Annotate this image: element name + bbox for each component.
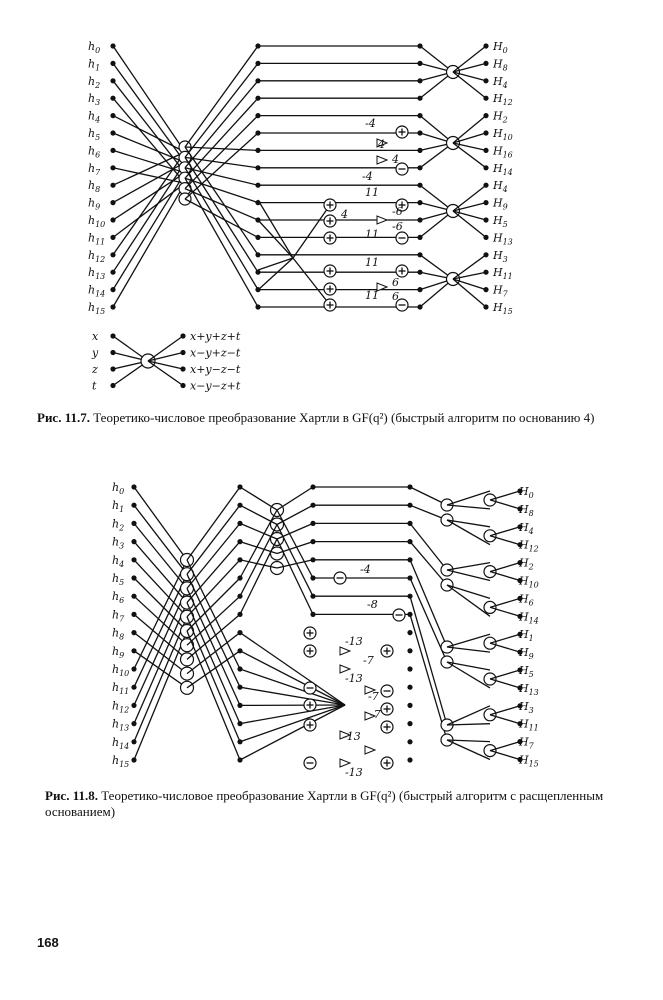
node-dot: [407, 757, 412, 762]
input-label: $h_8$: [88, 179, 101, 195]
caption-prefix: Рис. 11.8.: [45, 788, 98, 803]
output-label: $H_2$: [519, 556, 534, 572]
output-label: $H_7$: [493, 283, 508, 299]
multiplier-label: 11: [365, 186, 379, 199]
input-label: $h_4$: [112, 553, 125, 569]
node-dot: [407, 721, 412, 726]
multiplier-label: -6: [392, 205, 403, 218]
node-dot: [407, 630, 412, 635]
signal-line: [453, 116, 486, 143]
legend-input-label: y: [92, 346, 99, 360]
node-dot: [407, 666, 412, 671]
signal-line: [113, 150, 185, 172]
input-label: $h_0$: [88, 40, 101, 55]
signal-line: [134, 523, 187, 588]
output-label: $H_4$: [493, 179, 508, 195]
multiplier-label: -13: [343, 730, 361, 743]
output-label: $H_3$: [493, 248, 508, 264]
signal-line: [447, 647, 490, 652]
multiplier-triangle: [377, 216, 387, 224]
input-label: $h_3$: [88, 92, 101, 108]
input-label: $h_1$: [88, 57, 101, 73]
multiplier-triangle: [377, 156, 387, 164]
caption-text: Теоретико-числовое преобразование Хартли в GF(q²) (быстрый алгоритм с расщепленным основанием): [45, 788, 604, 819]
input-label: $h_{14}$: [88, 283, 106, 299]
node-dot: [483, 96, 488, 101]
signal-line: [447, 491, 490, 505]
signal-line: [240, 651, 345, 705]
signal-line: [447, 585, 490, 616]
multiplier-triangle: [340, 647, 350, 655]
signal-line: [240, 669, 345, 705]
signal-line: [447, 563, 490, 570]
input-label: $h_{10}$: [112, 663, 130, 678]
node-dot: [407, 648, 412, 653]
output-label: $H_5$: [519, 664, 534, 679]
input-label: $h_{10}$: [88, 214, 106, 229]
legend-output-label: x−y−z+t: [190, 379, 241, 393]
page-number: 168: [37, 935, 59, 950]
input-label: $h_{11}$: [112, 681, 130, 697]
node-dot: [407, 739, 412, 744]
signal-line: [185, 147, 258, 150]
signal-line: [113, 183, 185, 307]
legend-input-label: x: [92, 330, 99, 343]
output-label: $H_{15}$: [493, 301, 513, 316]
input-label: $h_{13}$: [112, 717, 130, 733]
output-label: $H_7$: [519, 735, 534, 751]
signal-line: [293, 258, 330, 305]
node-dot: [407, 685, 412, 690]
output-label: $H_{12}$: [519, 538, 539, 554]
input-label: $h_6$: [112, 590, 125, 606]
signal-line: [134, 631, 187, 760]
signal-line: [187, 505, 240, 574]
signal-line: [185, 116, 258, 189]
input-label: $h_{12}$: [88, 248, 106, 264]
output-label: $H_3$: [519, 699, 534, 715]
multiplier-label: 4: [378, 138, 385, 151]
signal-line: [240, 539, 277, 614]
signal-line: [293, 205, 330, 258]
multiplier-label: -4: [365, 117, 376, 130]
signal-line: [240, 705, 345, 724]
signal-line: [113, 152, 185, 255]
signal-line: [113, 162, 185, 272]
caption-prefix: Рис. 11.7.: [37, 410, 90, 425]
input-label: $h_2$: [112, 517, 125, 533]
signal-line: [187, 560, 240, 617]
output-label: $H_{14}$: [519, 610, 539, 626]
legend-output-label: x+y−z−t: [190, 363, 241, 376]
figure-11-7-caption: [37, 410, 627, 426]
output-label: $H_8$: [519, 502, 534, 518]
input-label: $h_{15}$: [88, 301, 106, 316]
multiplier-triangle: [365, 746, 375, 754]
output-label: $H_8$: [493, 57, 508, 73]
signal-line: [258, 258, 293, 270]
node-dot: [180, 333, 185, 338]
input-label: $h_5$: [88, 127, 101, 142]
signal-line: [185, 81, 258, 168]
signal-line: [134, 574, 187, 687]
node-dot: [180, 350, 185, 355]
output-label: $H_0$: [493, 40, 508, 55]
input-label: $h_{11}$: [88, 231, 106, 247]
output-label: $H_2$: [493, 109, 508, 125]
signal-line: [113, 46, 185, 152]
signal-line: [187, 631, 240, 760]
node-dot: [483, 183, 488, 188]
output-label: $H_{10}$: [519, 574, 539, 590]
output-label: $H_9$: [519, 646, 534, 662]
node-dot: [483, 235, 488, 240]
node-dot: [180, 366, 185, 371]
signal-line: [258, 200, 293, 258]
node-dot: [483, 78, 488, 83]
output-label: $H_{15}$: [519, 753, 539, 769]
input-label: $h_{14}$: [112, 735, 130, 751]
node-dot: [237, 594, 242, 599]
output-label: $H_{11}$: [519, 717, 539, 733]
node-dot: [483, 270, 488, 275]
input-label: $h_{15}$: [112, 754, 130, 769]
node-dot: [483, 252, 488, 257]
node-dot: [483, 130, 488, 135]
multiplier-label: -7: [368, 690, 379, 703]
output-label: $H_{11}$: [493, 266, 513, 282]
multiplier-label: -13: [345, 672, 363, 685]
output-label: $H_6$: [519, 592, 534, 608]
output-label: $H_{13}$: [519, 681, 539, 697]
signal-line: [447, 585, 490, 598]
node-dot: [483, 113, 488, 118]
signal-line: [277, 539, 313, 614]
legend-output-label: x−y+z−t: [190, 346, 241, 360]
output-label: $H_{14}$: [493, 161, 513, 177]
multiplier-label: 4: [392, 153, 399, 166]
multiplier-label: 6: [392, 276, 399, 289]
signal-line: [185, 178, 258, 202]
signal-line: [258, 258, 293, 290]
output-label: $H_{10}$: [493, 127, 513, 142]
figure-11-8-caption: [45, 788, 635, 820]
multiplier-label: -8: [367, 598, 378, 611]
node-dot: [483, 165, 488, 170]
output-label: $H_{16}$: [493, 144, 513, 160]
input-label: $h_1$: [112, 499, 125, 515]
legend-input-label: t: [92, 379, 97, 393]
signal-line: [258, 220, 293, 258]
signal-line: [113, 173, 185, 290]
output-label: $H_0$: [519, 485, 534, 500]
signal-line: [187, 588, 240, 705]
legend-output-label: x+y+z+t: [190, 330, 241, 343]
signal-line: [113, 116, 185, 152]
output-label: $H_4$: [493, 74, 508, 90]
multiplier-label: 11: [365, 289, 379, 302]
input-label: $h_4$: [88, 109, 101, 125]
figure-11-8-diagram: [112, 481, 539, 779]
multiplier-label: -4: [362, 170, 373, 183]
signal-line: [240, 705, 345, 760]
signal-line: [185, 178, 258, 307]
signal-line: [134, 487, 187, 560]
input-label: $h_3$: [112, 535, 125, 551]
input-label: $h_0$: [112, 481, 125, 496]
signal-line: [134, 617, 187, 742]
signal-line: [453, 279, 486, 290]
signal-line: [187, 487, 240, 560]
multiplier-label: 11: [365, 228, 379, 241]
node-dot: [407, 703, 412, 708]
node-dot: [483, 304, 488, 309]
signal-line: [134, 560, 187, 617]
multiplier-label: -13: [345, 635, 363, 648]
signal-line: [277, 525, 313, 597]
node-dot: [180, 383, 185, 388]
multiplier-label: 6: [392, 290, 399, 303]
node-dot: [483, 217, 488, 222]
signal-line: [240, 633, 345, 705]
node-dot: [131, 739, 136, 744]
figure-11-7-diagram: [88, 40, 513, 393]
signal-line: [447, 634, 490, 647]
input-label: $h_9$: [112, 644, 125, 660]
signal-line: [134, 542, 187, 603]
signal-line: [447, 505, 490, 509]
multiplier-label: -7: [363, 654, 374, 667]
signal-line: [113, 81, 185, 173]
multiplier-label: -6: [392, 220, 403, 233]
multiplier-label: -4: [360, 563, 371, 576]
node-dot: [483, 148, 488, 153]
signal-line: [134, 588, 187, 705]
input-label: $h_7$: [88, 161, 101, 177]
output-label: $H_{12}$: [493, 92, 513, 108]
output-label: $H_4$: [519, 520, 534, 536]
signal-line: [240, 525, 277, 597]
input-label: $h_{12}$: [112, 699, 130, 715]
input-label: $h_6$: [88, 144, 101, 160]
signal-line: [187, 523, 240, 588]
output-label: $H_{13}$: [493, 231, 513, 247]
node-dot: [483, 200, 488, 205]
legend-input-label: z: [92, 363, 98, 376]
node-dot: [483, 43, 488, 48]
signal-line: [240, 705, 345, 742]
input-label: $h_5$: [112, 572, 125, 587]
signal-line: [187, 542, 240, 603]
multiplier-label: -13: [345, 766, 363, 779]
signal-line: [240, 687, 345, 705]
caption-text: Теоретико-числовое преобразование Хартли в GF(q²) (быстрый алгоритм по основанию 4): [93, 410, 595, 425]
output-label: $H_5$: [493, 214, 508, 229]
signal-line: [277, 487, 313, 510]
signal-line: [185, 168, 258, 290]
input-label: $h_2$: [88, 74, 101, 90]
input-label: $h_8$: [112, 626, 125, 642]
signal-line: [134, 505, 187, 574]
signal-line: [185, 168, 258, 185]
node-dot: [483, 287, 488, 292]
input-label: $h_7$: [112, 608, 125, 624]
signal-line: [240, 487, 277, 510]
output-label: $H_1$: [519, 628, 534, 644]
signal-line: [187, 617, 240, 742]
node-dot: [483, 61, 488, 66]
input-label: $h_{13}$: [88, 266, 106, 282]
signal-line: [453, 279, 486, 307]
signal-line: [185, 46, 258, 147]
output-label: $H_9$: [493, 196, 508, 212]
multiplier-label: -7: [370, 708, 381, 721]
node-dot: [131, 685, 136, 690]
signal-line: [187, 574, 240, 687]
input-label: $h_9$: [88, 196, 101, 212]
multiplier-label: 11: [365, 256, 379, 269]
multiplier-label: 4: [341, 208, 348, 221]
